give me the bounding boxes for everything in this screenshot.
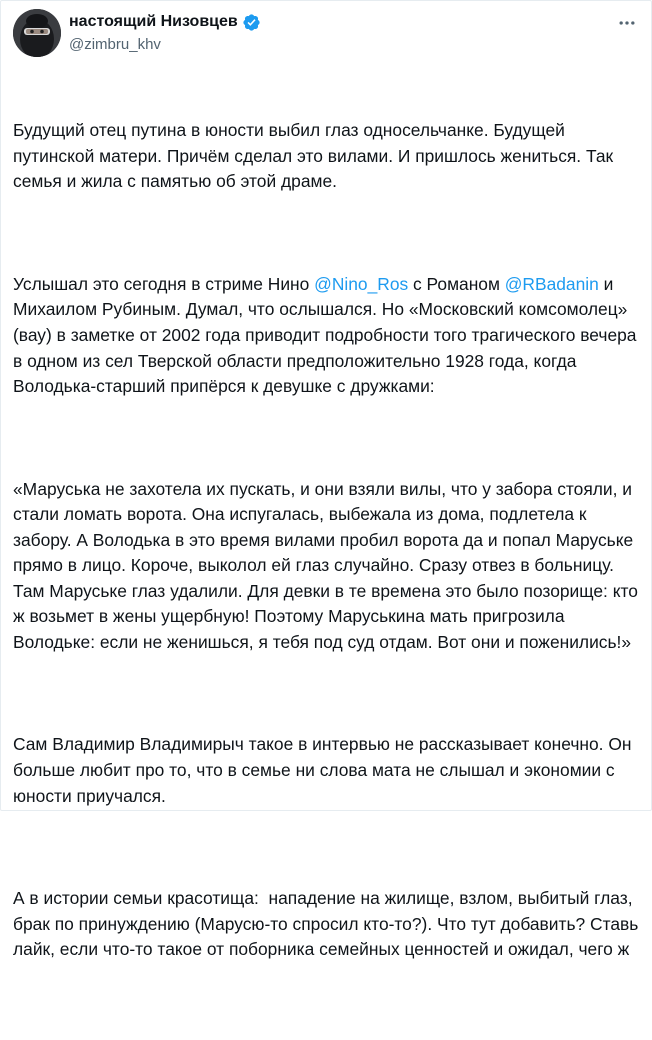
mention-rbadanin[interactable]: @RBadanin [504,273,599,294]
tweet-paragraph-2-part-b: с Романом [408,273,505,294]
tweet-paragraph-2 [13,272,643,400]
display-name[interactable]: настоящий Низовцев [69,13,238,30]
avatar-image [13,9,61,57]
tweet-paragraph-3: «Маруська не захотела их пускать, и они взяли вилы, что у забора стояли, и стали ломать ворота. Она испугалась, выбежала из дома, подлетела к забору. А Володька в это время вилами пробил ворота да и попал Маруське прямо в лицо. Короче, выколол ей глаз случайно. Сразу отвез в больницу. Там Маруське глаз удалили. Для девки в те времена это было позорище: кто ж возьмет в жены ущербную! Поэтому Маруськина мать пригрозила Володьке: если не женишься, я тебя под суд отдам. Вот они и поженились!» [13,478,643,653]
author-names [69,11,261,53]
tweet-paragraph-5: А в истории семьи красотища: нападение на жилище, взлом, выбитый глаз, брак по принуждению (Марусю-то спросил кто-то?). Что тут добавить? Ставь лайк, если что-то такое от поборника семейных ценностей и ожидал, чего ж [13,888,644,960]
avatar[interactable] [13,9,61,57]
tweet-text [13,67,643,1040]
mention-nino-ros[interactable]: @Nino_Ros [314,273,409,294]
verified-badge-icon [242,13,261,32]
tweet-paragraph-1: Будущий отец путина в юности выбил глаз односельчанке. Будущей путинской матери. Причём сделал это вилами. И пришлось жениться. Так семья и жила с памятью об этой драме. [13,120,618,192]
handle[interactable]: @zimbru_khv [69,36,161,53]
tweet-paragraph-2-part-c: и Михаилом Рубиным. Думал, что ослышался. Но «Московский комсомолец» (вау) в заметке от 2002 года приводит подробности того трагического вечера в одном из сел Тверской области предположительно 1928 года, когда Володька-старший припёрся к девушке с дружками: [13,273,642,397]
more-options-icon[interactable] [615,11,639,35]
display-name-row [69,11,261,33]
tweet-header [13,9,641,57]
tweet-paragraph-2-part-a: Услышал это сегодня в стриме Нино [13,273,315,294]
tweet-paragraph-4: Сам Владимир Владимирыч такое в интервью не рассказывает конечно. Он больше любит про то, что в семье ни слова мата не слышал и экономии с юности приучался. [13,734,637,806]
